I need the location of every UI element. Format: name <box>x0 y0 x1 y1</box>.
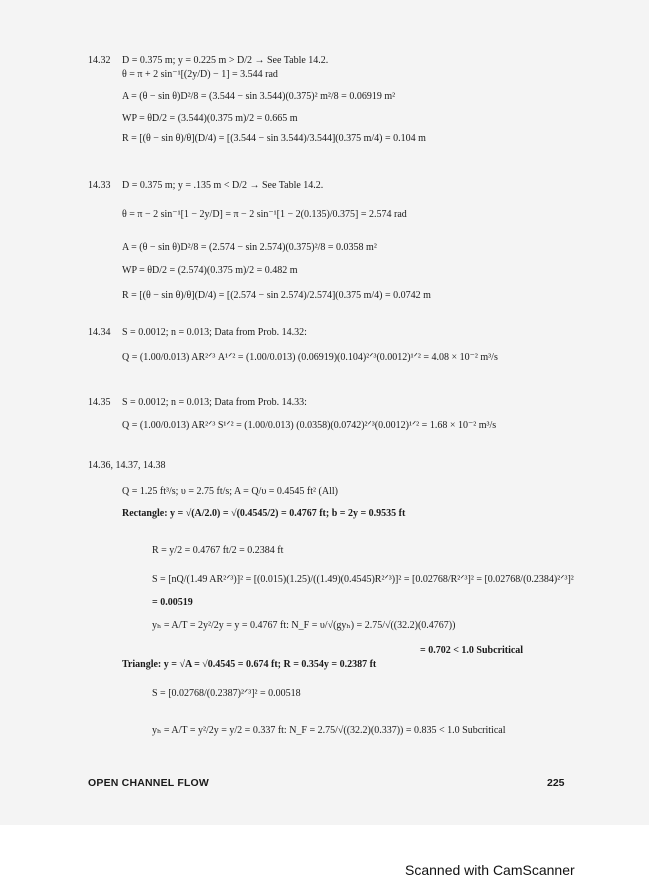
p1436-line-6: yₕ = A/T = 2y²/2y = y = 0.4767 ft: N_F = υ/√(gyₕ) = 2.75/√((32.2)(0.4767)) <box>152 620 456 631</box>
p1436-line-4: S = [nQ/(1.49 AR²ᐟ³)]² = [(0.015)(1.25)/((1.49)(0.4545)R²ᐟ³)]² = [0.02768/R²ᐟ³]² = [0.02768/(0.2384)²ᐟ³]² <box>152 574 574 585</box>
p1436-rectangle-line: Rectangle: y = √(A/2.0) = √(0.4545/2) = 0.4767 ft; b = 2y = 0.9535 ft <box>122 508 406 519</box>
p1432-line-1: D = 0.375 m; y = 0.225 m > D/2 → See Table 14.2. <box>122 55 329 66</box>
p1436-line-1: Q = 1.25 ft³/s; υ = 2.75 ft/s; A = Q/υ = 0.4545 ft² (All) <box>122 486 338 497</box>
p1434-line-1: S = 0.0012; n = 0.013; Data from Prob. 14.32: <box>122 327 307 338</box>
p1432-line-4: WP = θD/2 = (3.544)(0.375 m)/2 = 0.665 m <box>122 113 298 124</box>
p1433-line-3: A = (θ − sin θ)D²/8 = (2.574 − sin 2.574)(0.375)²/8 = 0.0358 m² <box>122 242 377 253</box>
p1432-line-2: θ = π + 2 sin⁻¹[(2y/D) − 1] = 3.544 rad <box>122 69 278 80</box>
p1436-line-3: R = y/2 = 0.4767 ft/2 = 0.2384 ft <box>152 545 284 556</box>
problem-number-14-35: 14.35 <box>88 397 111 408</box>
section-title: OPEN CHANNEL FLOW <box>88 777 210 789</box>
p1436-line-9: S = [0.02768/(0.2387)²ᐟ³]² = 0.00518 <box>152 688 301 699</box>
p1432-line-3: A = (θ − sin θ)D²/8 = (3.544 − sin 3.544)(0.375)² m²/8 = 0.06919 m² <box>122 91 396 102</box>
page-number: 225 <box>547 777 565 789</box>
p1435-line-2: Q = (1.00/0.013) AR²ᐟ³ S¹ᐟ² = (1.00/0.013) (0.0358)(0.0742)²ᐟ³(0.0012)¹ᐟ² = 1.68 × 10⁻² m³/s <box>122 420 497 431</box>
p1433-line-5: R = [(θ − sin θ)/θ](D/4) = [(2.574 − sin 2.574)/2.574](0.375 m/4) = 0.0742 m <box>122 290 431 301</box>
p1433-line-1: D = 0.375 m; y = .135 m < D/2 → See Table 14.2. <box>122 180 324 191</box>
p1432-line-5: R = [(θ − sin θ)/θ](D/4) = [(3.544 − sin 3.544)/3.544](0.375 m/4) = 0.104 m <box>122 133 426 144</box>
problem-number-14-34: 14.34 <box>88 327 111 338</box>
problem-number-14-33: 14.33 <box>88 180 111 191</box>
problem-number-14-32: 14.32 <box>88 55 111 66</box>
problem-number-14-36-38: 14.36, 14.37, 14.38 <box>88 460 166 471</box>
p1433-line-4: WP = θD/2 = (2.574)(0.375 m)/2 = 0.482 m <box>122 265 298 276</box>
p1436-triangle-line: Triangle: y = √A = √0.4545 = 0.674 ft; R = 0.354y = 0.2387 ft <box>122 659 377 670</box>
p1433-line-2: θ = π − 2 sin⁻¹[1 − 2y/D] = π − 2 sin⁻¹[1 − 2(0.135)/0.375] = 2.574 rad <box>122 209 407 220</box>
camscanner-watermark: Scanned with CamScanner <box>405 862 575 878</box>
p1436-line-10: yₕ = A/T = y²/2y = y/2 = 0.337 ft: N_F = 2.75/√((32.2)(0.337)) = 0.835 < 1.0 Subcritical <box>152 725 506 736</box>
p1435-line-1: S = 0.0012; n = 0.013; Data from Prob. 14.33: <box>122 397 307 408</box>
p1436-line-7: = 0.702 < 1.0 Subcritical <box>420 645 524 656</box>
p1434-line-2: Q = (1.00/0.013) AR²ᐟ³ A¹ᐟ² = (1.00/0.013) (0.06919)(0.104)²ᐟ³(0.0012)¹ᐟ² = 4.08 × 10⁻² m³/s <box>122 352 498 363</box>
p1436-line-5: = 0.00519 <box>152 597 193 608</box>
